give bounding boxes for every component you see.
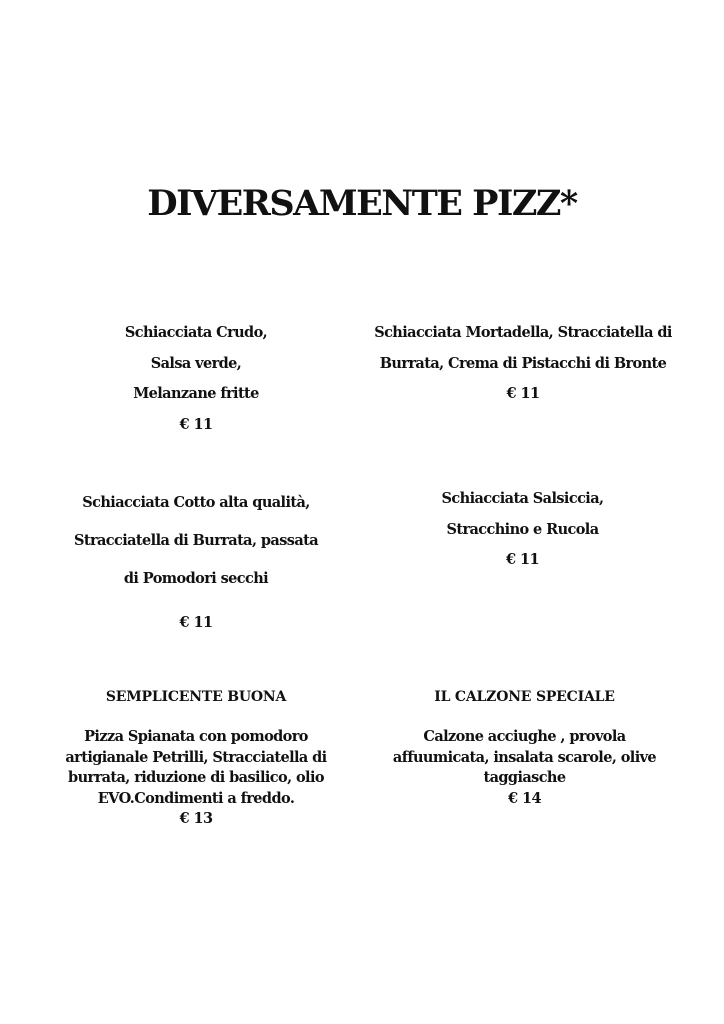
menu-item-schiacciata-crudo <box>70 318 322 440</box>
item-description-line: artigianale Petrilli, Stracciatella di <box>65 748 327 766</box>
item-price: € 13 <box>179 810 213 827</box>
item-description-line: Pizza Spianata con pomodoro <box>84 728 308 745</box>
item-description-line: Schiacciata Salsiccia, <box>441 490 604 507</box>
item-description-line: Melanzane fritte <box>133 385 259 402</box>
item-description-line: di Pomodori secchi <box>123 570 269 587</box>
item-description-line: EVO.Condimenti a freddo. <box>97 789 295 807</box>
menu-item-schiacciata-salsiccia <box>380 484 665 576</box>
item-description-line: taggiasche <box>483 769 566 786</box>
item-description-line: Burrata, Crema di Pistacchi di Bronte <box>379 354 667 372</box>
item-price: € 11 <box>179 415 213 433</box>
menu-title: DIVERSAMENTE PIZZ* <box>147 183 577 224</box>
item-description-line: affuumicata, insalata scarole, olive <box>392 748 657 766</box>
item-description-line: Schiacciata Mortadella, Stracciatella di <box>374 324 672 341</box>
item-description-line: Salsa verde, <box>150 354 242 372</box>
menu-item-semplicente-buona <box>50 687 342 830</box>
item-price: € 11 <box>179 614 213 631</box>
item-price: € 14 <box>508 789 541 807</box>
item-price: € 11 <box>506 385 540 402</box>
menu-item-schiacciata-mortadella <box>352 318 694 410</box>
spacer <box>372 707 677 727</box>
item-description-line: burrata, riduzione di basilico, olio <box>68 769 324 786</box>
item-description-line: Calzone acciughe , provola <box>423 728 626 745</box>
menu-item-il-calzone-speciale <box>372 687 677 809</box>
item-heading: IL CALZONE SPECIALE <box>434 689 615 705</box>
item-heading: SEMPLICENTE BUONA <box>105 689 287 705</box>
item-price: € 11 <box>506 551 539 568</box>
spacer <box>50 707 342 727</box>
item-description-line: Stracchino e Rucola <box>446 520 599 538</box>
item-description-line: Schiacciata Cotto alta qualità, <box>82 494 310 511</box>
item-description-line: Stracciatella di Burrata, passata <box>73 532 319 549</box>
menu-item-schiacciata-cotto <box>50 484 342 642</box>
item-description-line: Schiacciata Crudo, <box>124 324 268 341</box>
